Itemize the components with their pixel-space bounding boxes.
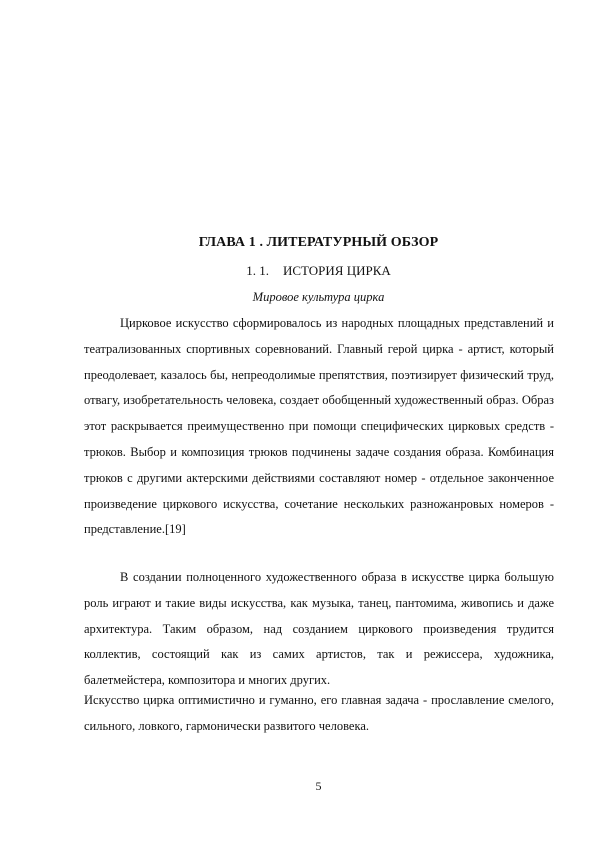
body-paragraph-1: Цирковое искусство сформировалось из народных площадных представлений и театрализованных спортивных соревнований. Главный герой цирка - артист, который преодолевает, казалось бы, непреодолимые препятствия, поэтизирует физический труд, отвагу, изобретательность человека, создает обобщенный художественный образ. Образ этот раскрывается преимущественно при помощи специфических цирковых средств - трюков. Выбор и композиция трюков подчинены задаче создания образа. Комбинация трюков с другими актерскими действиями составляют номер - отдельное законченное произведение циркового искусства, сочетание нескольких разножанровых номеров - представление.[19]: [84, 316, 554, 537]
body-paragraph-3: Искусство цирка оптимистично и гуманно, его главная задача - прославление смелого, сильного, ловкого, гармонически развитого человека.: [84, 693, 554, 733]
chapter-title: ГЛАВА 1 . ЛИТЕРАТУРНЫЙ ОБЗОР: [198, 235, 439, 250]
page-number: 5: [315, 779, 322, 793]
section-number: 1. 1.: [246, 263, 269, 278]
subsection-title: Мировое культура цирка: [252, 290, 385, 304]
body-paragraph-2: В создании полноценного художественного образа в искусстве цирка большую роль играют и такие виды искусства, как музыка, танец, пантомима, живопись и даже архитектура. Таким образом, над созданием циркового произведения трудится коллектив, состоящий как из самих артистов, так и режиссера, художника, балетмейстера, композитора и многих других.: [84, 570, 554, 688]
section-title: ИСТОРИЯ ЦИРКА: [282, 263, 391, 278]
section-heading: [0, 262, 595, 280]
